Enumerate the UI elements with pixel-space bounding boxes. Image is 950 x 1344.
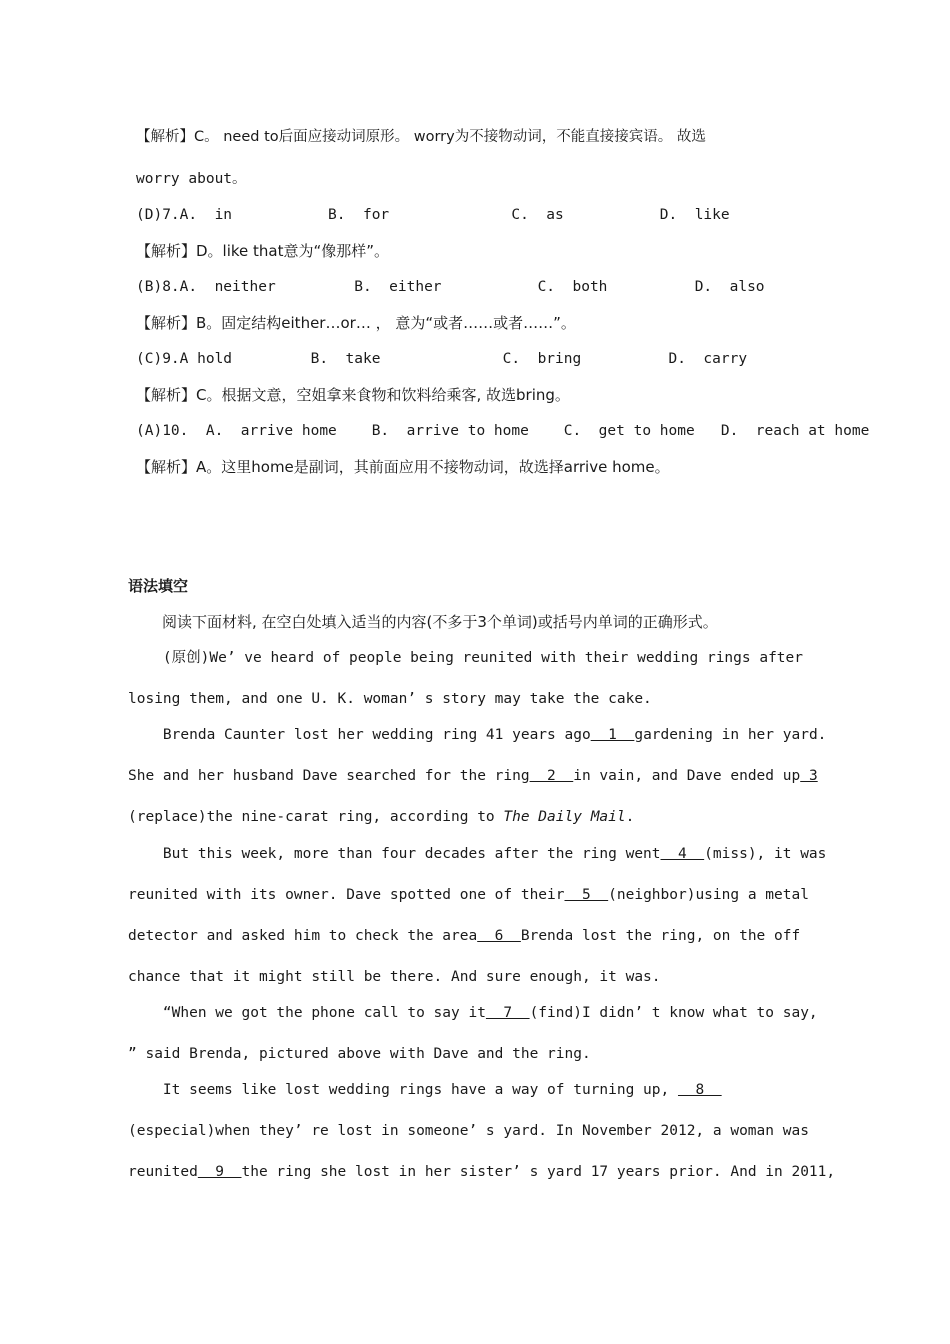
passage-text: ” said Brenda, pictured above with Dave and the ring.: [128, 1046, 591, 1062]
passage-line: [128, 648, 803, 668]
passage-text: losing them, and one U. K. woman’ s story may take the cake.: [128, 691, 652, 707]
answer-explanation-8: 【解析】B。固定结构either…or… ， 意为“或者……或者……”。: [136, 314, 576, 332]
passage-text: detector and asked him to check the area: [128, 928, 478, 944]
passage-line: [128, 689, 652, 709]
passage-text: (especial)when they’ re lost in someone’ s yard. In November 2012, a woman was: [128, 1123, 809, 1139]
passage-text: the ring she lost in her sister’ s yard 17 years prior. And in 2011,: [241, 1164, 836, 1180]
blank-6[interactable]: 6: [477, 928, 521, 944]
passage-line: [128, 1162, 835, 1182]
passage-line: [128, 807, 634, 827]
passage-line: [128, 885, 809, 905]
blank-9[interactable]: 9: [197, 1164, 242, 1180]
passage-text: But this week, more than four decades after the ring went: [128, 846, 661, 862]
blank-8[interactable]: 8: [677, 1082, 722, 1098]
section-heading: 语法填空: [128, 577, 189, 595]
answer-explanation-9: 【解析】C。根据文意，空姐拿来食物和饮料给乘客, 故选bring。: [136, 386, 570, 404]
passage-text: (find)I didn’ t know what to say,: [529, 1005, 818, 1021]
blank-3[interactable]: 3: [800, 768, 818, 784]
blank-7[interactable]: 7: [485, 1005, 530, 1021]
passage-text: Brenda lost the ring, on the off: [520, 928, 801, 944]
passage-line: [128, 1121, 809, 1141]
passage-line: [128, 967, 661, 987]
passage-text: (neighbor)using a metal: [608, 887, 809, 903]
passage-text: in vain, and Dave ended up: [573, 768, 801, 784]
passage-italic-title: The Daily Mail: [503, 809, 626, 825]
answer-explanation-7: 【解析】D。like that意为“像那样”。: [136, 242, 390, 260]
passage-line: [128, 844, 826, 864]
passage-line: [128, 1080, 722, 1100]
blank-2[interactable]: 2: [529, 768, 574, 784]
answer-text: 【解析】C。 need to后面应接动词原形。 worry为不接物动词，不能直接接宾语。 故选: [136, 129, 706, 145]
question-9-options: (C)9.A hold B. take C. bring D. carry: [136, 351, 748, 367]
passage-text: (miss), it was: [704, 846, 827, 862]
passage-text: “When we got the phone call to say it: [128, 1005, 486, 1021]
instruction-text: 阅读下面材料, 在空白处填入适当的内容(不多于3个单词)或括号内单词的正确形式。: [162, 613, 718, 631]
passage-text: reunited: [128, 1164, 198, 1180]
passage-text: (replace)the nine-carat ring, according to: [128, 809, 504, 825]
section-instruction: [162, 612, 718, 633]
blank-5[interactable]: 5: [564, 887, 609, 903]
passage-text: She and her husband Dave searched for the ring: [128, 768, 530, 784]
passage-text: (原创)We’ ve heard of people being reunited with their wedding rings after: [128, 650, 804, 666]
passage-line: [128, 926, 800, 946]
question-10-options: (A)10. A. arrive home B. arrive to home C. get to home D. reach at home: [136, 423, 870, 439]
blank-1[interactable]: 1: [590, 727, 635, 743]
blank-4[interactable]: 4: [660, 846, 705, 862]
passage-line: [128, 725, 826, 745]
passage-line: [128, 1003, 818, 1023]
passage-text: gardening in her yard.: [634, 727, 827, 743]
answer-explanation-10: 【解析】A。这里home是副词，其前面应用不接物动词，故选择arrive home。: [136, 458, 670, 476]
answer-explanation-6-cont: worry about。: [136, 171, 247, 187]
passage-line: [128, 1044, 591, 1064]
question-8-options: (B)8.A. neither B. either C. both D. also: [136, 279, 765, 295]
passage-text: reunited with its owner. Dave spotted one of their: [128, 887, 565, 903]
passage-text: chance that it might still be there. And sure enough, it was.: [128, 969, 661, 985]
passage-line: [128, 766, 818, 786]
passage-text: .: [625, 809, 635, 825]
answer-explanation-6: [136, 127, 706, 147]
passage-text: Brenda Caunter lost her wedding ring 41 years ago: [128, 727, 591, 743]
passage-text: It seems like lost wedding rings have a way of turning up,: [128, 1082, 678, 1098]
question-7-options: (D)7.A. in B. for C. as D. like: [136, 207, 730, 223]
